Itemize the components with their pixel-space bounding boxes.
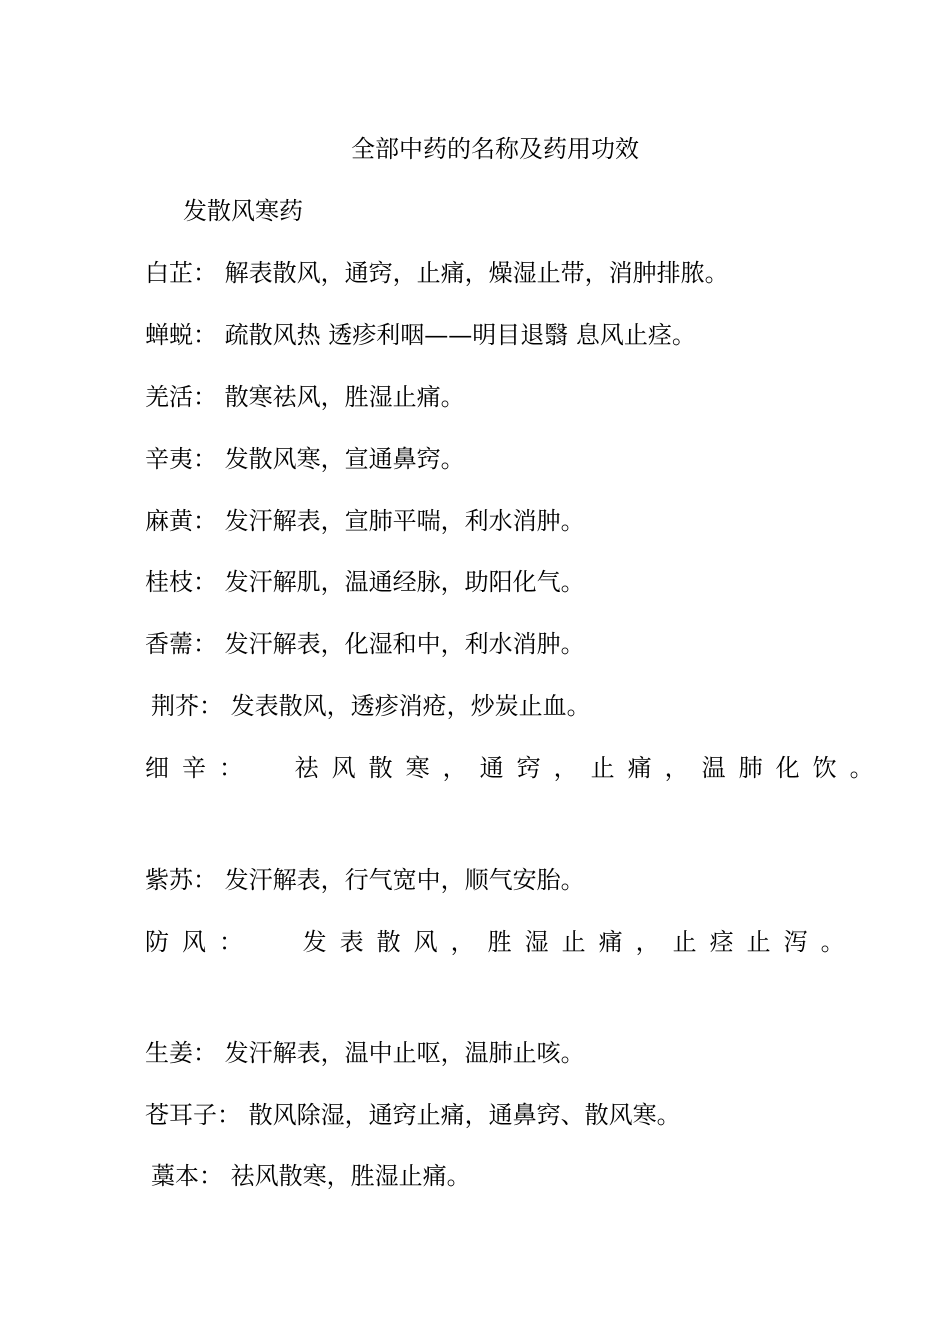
section-heading: 发散风寒药 xyxy=(183,197,303,225)
entry-baizhi xyxy=(145,257,729,289)
herb-name: 桂枝： xyxy=(145,568,217,596)
herb-effect: 发表散风，胜湿止痛，止痉止泻。 xyxy=(302,928,858,956)
herb-name: 防风： xyxy=(145,928,256,956)
herb-effect: 祛风散寒，胜湿止痛。 xyxy=(230,1162,471,1190)
herb-name: 苍耳子： xyxy=(145,1101,241,1129)
herb-effect: 发汗解表，化湿和中，利水消肿。 xyxy=(224,630,585,658)
entry-guizhi xyxy=(145,566,585,598)
herb-effect: 发表散风，透疹消疮，炒炭止血。 xyxy=(230,692,591,720)
entry-jingjie xyxy=(151,690,591,722)
herb-name: 细辛： xyxy=(145,754,256,782)
herb-effect: 疏散风热 透疹利咽——明目退翳 息风止痉。 xyxy=(224,321,696,349)
herb-name: 紫苏： xyxy=(145,866,217,894)
herb-name: 麻黄： xyxy=(145,507,217,535)
entry-cangerzi xyxy=(145,1099,681,1131)
entry-gaoben xyxy=(151,1160,471,1192)
herb-effect: 解表散风，通窍，止痛，燥湿止带，消肿排脓。 xyxy=(224,259,729,287)
herb-name: 荆芥： xyxy=(151,692,223,720)
herb-name: 藁本： xyxy=(151,1162,223,1190)
herb-effect: 发汗解表，温中止呕，温肺止咳。 xyxy=(224,1039,585,1067)
page-title: 全部中药的名称及药用功效 xyxy=(351,135,639,163)
herb-effect: 散寒祛风，胜湿止痛。 xyxy=(224,383,465,411)
herb-effect: 发汗解表，宣肺平喘，利水消肿。 xyxy=(224,507,585,535)
herb-effect: 祛风散寒，通窍，止痛，温肺化饮。 xyxy=(294,754,887,782)
herb-name: 白芷： xyxy=(145,259,217,287)
entry-chantui xyxy=(145,319,696,351)
herb-name: 蝉蜕： xyxy=(145,321,217,349)
herb-name: 香薷： xyxy=(145,630,217,658)
entry-zisu xyxy=(145,864,585,896)
herb-effect: 发汗解表，行气宽中，顺气安胎。 xyxy=(224,866,585,894)
herb-name: 辛夷： xyxy=(145,445,217,473)
entry-fangfeng xyxy=(145,926,858,958)
entry-mahuang xyxy=(145,505,585,537)
herb-name: 生姜： xyxy=(145,1039,217,1067)
entry-qianghuo xyxy=(145,381,465,413)
entry-xixin xyxy=(145,752,887,784)
herb-effect: 发汗解肌，温通经脉，助阳化气。 xyxy=(224,568,585,596)
entry-shengjiang xyxy=(145,1037,585,1069)
herb-name: 羌活： xyxy=(145,383,217,411)
herb-effect: 散风除湿，通窍止痛，通鼻窍、散风寒。 xyxy=(248,1101,681,1129)
entry-xinyi xyxy=(145,443,465,475)
entry-xiangru xyxy=(145,628,585,660)
herb-effect: 发散风寒，宣通鼻窍。 xyxy=(224,445,465,473)
